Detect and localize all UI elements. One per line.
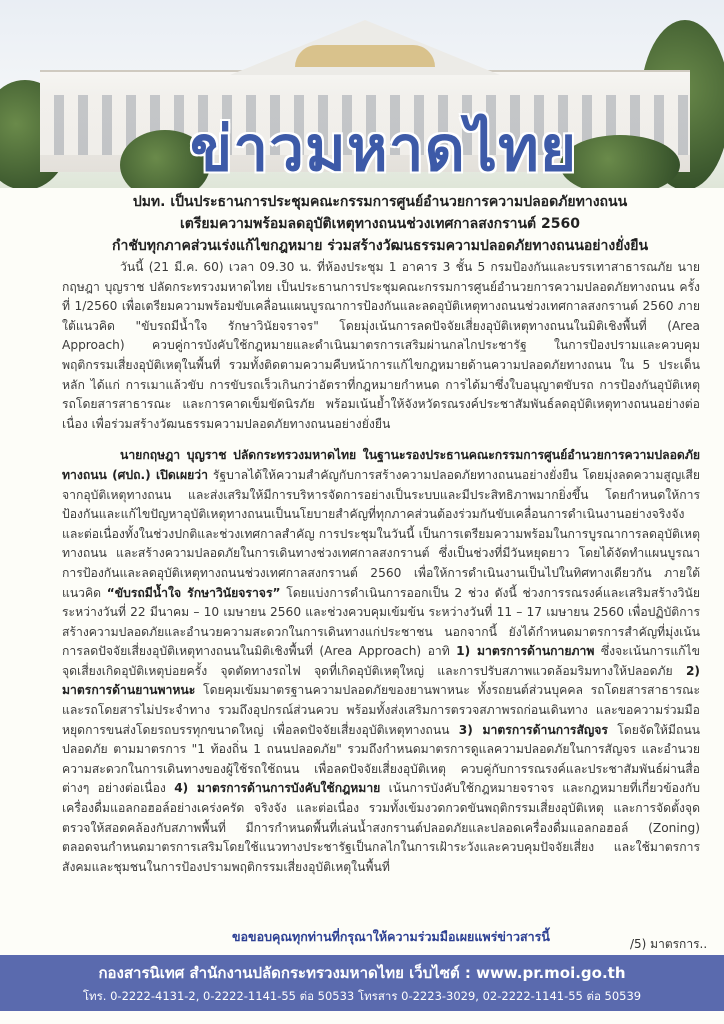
footer-band — [0, 955, 724, 1011]
text: เน้นการบังคับใช้กฎหมายจราจร และกฎหมายที่เกี่ยวข้องกับเครื่องดื่มแอลกอฮอล์อย่างเคร่งครัด จริงจัง และต่อเนื่อง รวมทั้งเข้มงวดกวดขันพฤติกรรมเสี่ยงอุบัติเหตุ และการจัดตั้งจุดตรวจให้สอดคล้องกับสภาพพื้นที่ มีการกำหนดพื้นที่เล่นน้ำสงกรานต์ปลอดภัยและปลอดเครื่องดื่มแอลกอฮอล์ (Zoning) ตลอดจนกำหนดมาตรการเสริมโดยใช้แนวทางประชารัฐเป็นกลไกในการเฝ้าระวังและควบคุมปัจจัยเสี่ยง และใช้มาตรการสังคมและชุมชนในการป้องปรามพฤติกรรมเสี่ยงอุบัติเหตุในพื้นที่ — [62, 781, 700, 874]
footer-contact: โทร. 0-2222-4131-2, 0-2222-1141-55 ต่อ 50533 โทรสาร 0-2223-3029, 02-2222-1141-55 ต่อ 50539 — [82, 989, 642, 1003]
headline-line-3: กำชับทุกภาคส่วนเร่งแก้ไขกฎหมาย ร่วมสร้างวัฒนธรรมความปลอดภัยทางถนนอย่างยั่งยืน — [111, 238, 649, 254]
continued-marker: /5) มาตรการ.. — [630, 937, 708, 951]
headline-line-1: ปมท. เป็นประธานการประชุมคณะกรรมการศูนย์อำนวยการความปลอดภัยทางถนน — [132, 194, 628, 210]
building-emblem — [295, 45, 435, 67]
bold-text: 2) มาตรการด้านยานพาหนะ — [62, 663, 700, 698]
headline-line-2: เตรียมความพร้อมลดอุบัติเหตุทางถนนช่วงเทศกาลสงกรานต์ 2560 — [180, 216, 580, 232]
headline — [60, 191, 700, 257]
article-body — [62, 258, 700, 877]
news-logo: ข่าวมหาดไทย — [190, 112, 578, 185]
bold-text: 3) มาตรการด้านการสัญจร — [458, 722, 608, 737]
bold-text: “ขับรถมีน้ำใจ รักษาวินัยจราจร” — [106, 585, 281, 600]
bold-text: นายกฤษฎา บุญราช ปลัดกระทรวงมหาดไทย ในฐานะรองประธานคณะกรรมการศูนย์อำนวยการความปลอดภัยทางถนน (ศปถ.) เปิดเผยว่า — [62, 448, 700, 482]
text: รัฐบาลได้ให้ความสำคัญกับการสร้างความปลอดภัยทางถนนอย่างยั่งยืน โดยมุ่งลดความสูญเสียจากอุบัติเหตุทางถนน และส่งเสริมให้มีการบริหารจัดการอย่างเป็นระบบและมีประสิทธิภาพมากยิ่งขึ้น โดยกำหนดให้การป้องกันและแก้ไขปัญหาอุบัติเหตุทางถนนเป็นนโยบายสำคัญที่ทุกภาคส่วนต้องร่วมกันขับเคลื่อนการดำเนินงานอย่างจริงจังและต่อเนื่องทั้งในช่วงปกติและช่วงเทศกาลสำคัญ การประชุมในวันนี้ เป็นการเตรียมความพร้อมในการบูรณาการลดอุบัติเหตุทางถนน และสร้างความปลอดภัยในการเดินทางช่วงเทศกาลสงกรานต์ ซึ่งเป็นช่วงที่มีวันหยุดยาว โดยได้จัดทำแผนบูรณาการป้องกันและลดอุบัติเหตุทางถนนช่วงเทศกาลสงกรานต์ 2560 เพื่อให้การดำเนินงานเป็นไปในทิศทางเดียวกัน ภายใต้แนวคิด — [62, 467, 700, 600]
paragraph-1: วันนี้ (21 มี.ค. 60) เวลา 09.30 น. ที่ห้องประชุม 1 อาคาร 3 ชั้น 5 กรมป้องกันและบรรเทาสาธารณภัย นายกฤษฎา บุญราช ปลัดกระทรวงมหาดไทย เป็นประธานการประชุมคณะกรรมการศูนย์อำนวยการความปลอดภัยทางถนน ครั้งที่ 1/2560 เพื่อเตรียมความพร้อมขับเคลื่อนแผนบูรณาการป้องกันและลดอุบัติเหตุทางถนนช่วงเทศกาลสงกรานต์ 2560 ภายใต้แนวคิด "ขับรถมีน้ำใจ รักษาวินัยจราจร" โดยมุ่งเน้นการลดปัจจัยเสี่ยงอุบัติเหตุทางถนนในมิติเชิงพื้นที่ (Area Approach) ควบคู่การบังคับใช้กฎหมายและดำเนินมาตรการเสริมผ่านกลไกประชารัฐ ในการป้องปรามและควบคุมพฤติกรรมเสี่ยงอุบัติเหตุในพื้นที่ รวมทั้งติดตามความคืบหน้าการแก้ไขกฎหมายด้านความปลอดภัยทางถนน ใน 5 ประเด็นหลัก ได้แก่ การเมาแล้วขับ การขับรถเร็วเกินกว่าอัตราที่กฎหมายกำหนด การได้มาซึ่งใบอนุญาตขับรถ การป้องกันอุบัติเหตุรถโดยสารสาธารณะ และการคาดเข็มขัดนิรภัย พร้อมเน้นย้ำให้จังหวัดรณรงค์ประชาสัมพันธ์ลดอุบัติเหตุทางถนนอย่างต่อเนื่อง เพื่อร่วมสร้างวัฒนธรรมความปลอดภัยทางถนนอย่างยั่งยืน — [62, 260, 700, 431]
text: โดยจัดให้มีถนนปลอดภัย ตามมาตรการ "1 ท้องถิ่น 1 ถนนปลอดภัย" รวมถึงกำหนดมาตรการดูแลความปลอดภัยในการสัญจร และอำนวยความสะดวกในการเดินทางของผู้ใช้รถใช้ถนน เพื่อลดปัจจัยเสี่ยงอุบัติเหตุ ควบคู่กับการรณรงค์และประชาสัมพันธ์ผ่านสื่อต่างๆ อย่างต่อเนื่อง — [62, 722, 700, 796]
bold-text: 1) มาตรการด้านกายภาพ — [456, 644, 595, 659]
shrub-image — [560, 135, 680, 188]
text: ซึ่งจะเน้นการแก้ไขจุดเสี่ยงเกิดอุบัติเหตุบ่อยครั้ง จุดตัดทางรถไฟ จุดที่เกิดอุบัติเหตุใหญ่ และการปรับสภาพแวดล้อมริมทางให้ปลอดภัย — [62, 644, 701, 678]
thanks-note: ขอขอบคุณทุกท่านที่กรุณาให้ความร่วมมือเผยแพร่ข่าวสารนี้ — [232, 929, 550, 944]
text: โดยแบ่งการดำเนินการออกเป็น 2 ช่วง ดังนี้ ช่วงการรณรงค์และเสริมสร้างวินัย ระหว่างวันที่ 22 มีนาคม – 10 เมษายน 2560 และช่วงควบคุมเข้มข้น ระหว่างวันที่ 11 – 17 เมษายน 2560 เพื่อปฏิบัติการสร้างความปลอดภัยและอำนวยความสะดวกในการเดินทางแก่ประชาชน นอกจากนี้ ยังได้กำหนดมาตรการสำคัญที่มุ่งเน้นการลดปัจจัยเสี่ยงอุบัติเหตุทางถนนในมิติเชิงพื้นที่ (Area Approach) อาทิ — [62, 585, 700, 659]
footer-office-website: กองสารนิเทศ สำนักงานปลัดกระทรวงมหาดไทย เว็บไซต์ : www.pr.moi.go.th — [98, 964, 626, 982]
paragraph-2 — [62, 446, 700, 877]
bold-text: 4) มาตรการด้านการบังคับใช้กฎหมาย — [174, 781, 381, 796]
header-banner — [0, 0, 724, 188]
text: โดยคุมเข้มมาตรฐานความปลอดภัยของยานพาหนะ ทั้งรถยนต์ส่วนบุคคล รถโดยสารสาธารณะ และรถโดยสารไม่ประจำทาง รวมถึงอุปกรณ์ส่วนควบ พร้อมทั้งส่งเสริมการตรวจสภาพรถก่อนเดินทาง และขอความร่วมมือหยุดการขนส่งโดยรถบรรทุกขนาดใหญ่ เพื่อลดปัจจัยเสี่ยงอุบัติเหตุทางถนน — [62, 683, 700, 737]
